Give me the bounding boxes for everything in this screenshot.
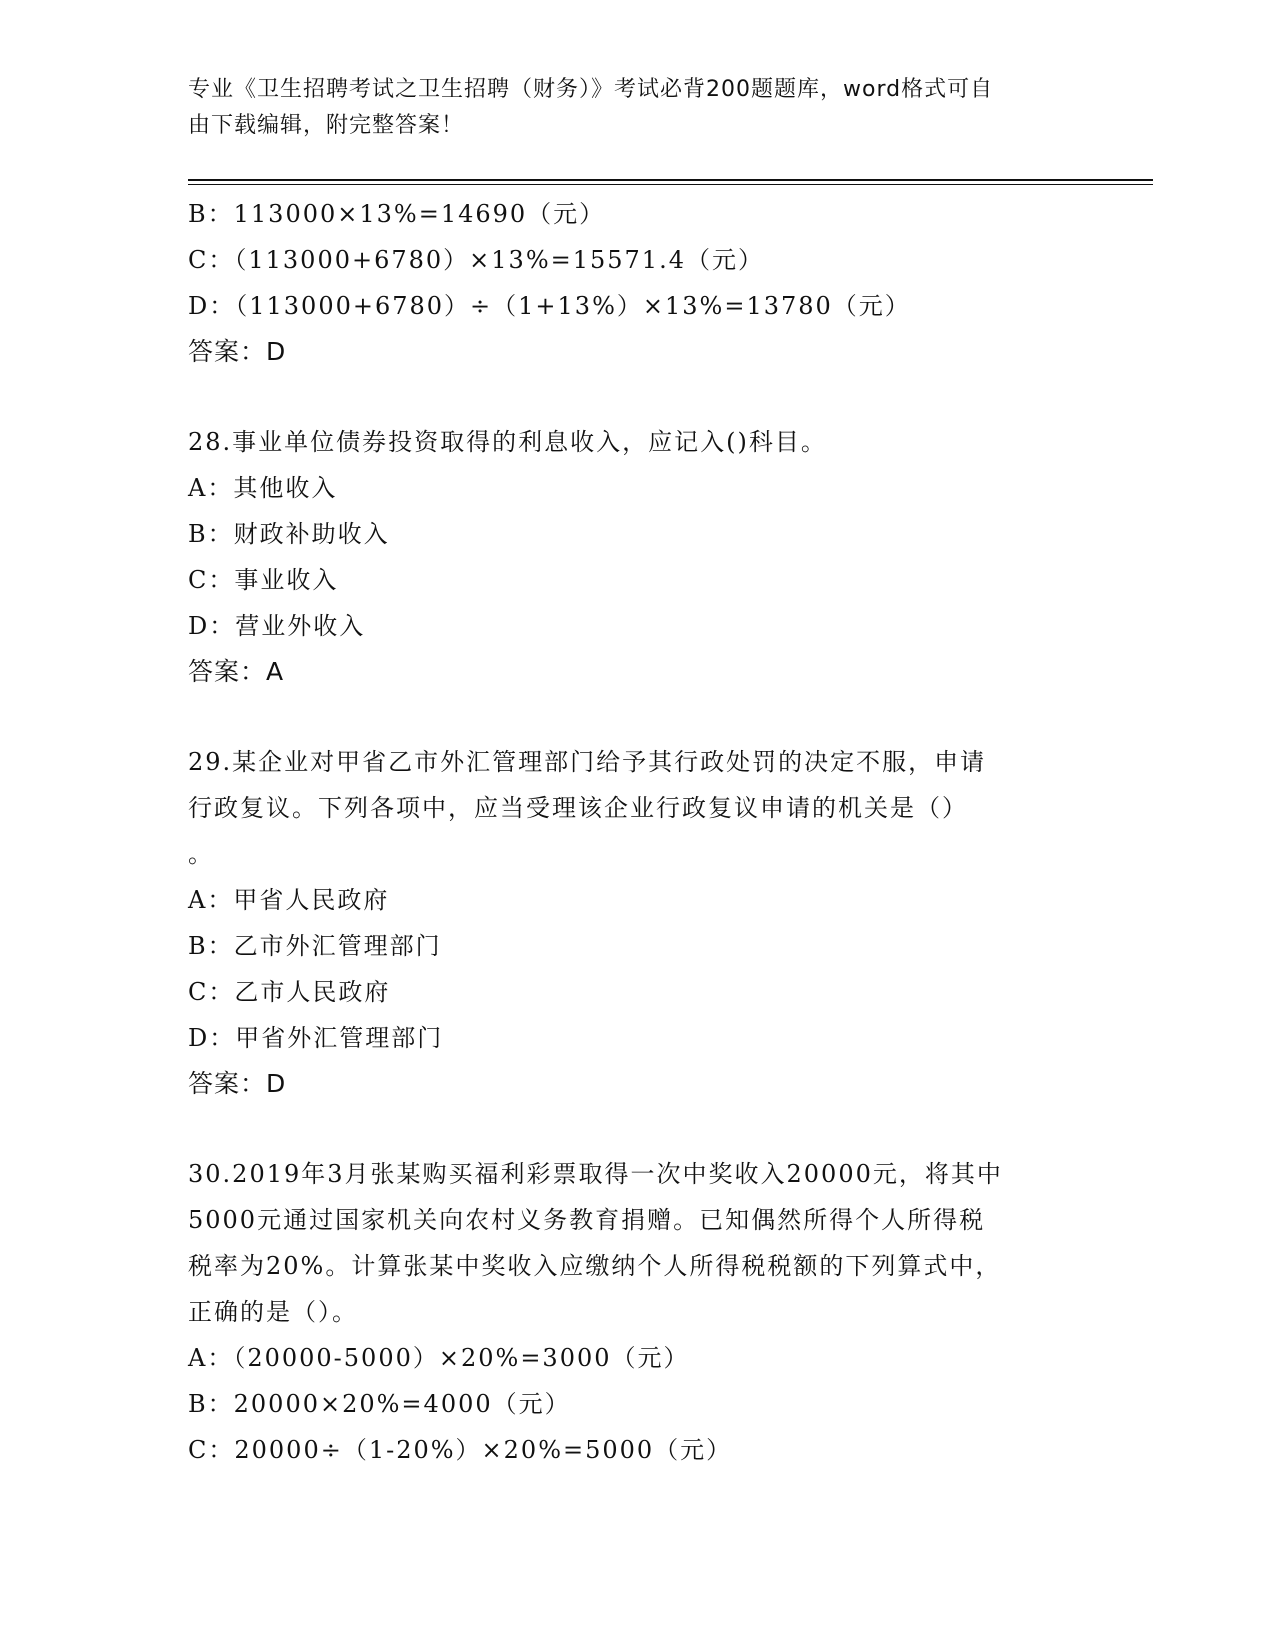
page-header (188, 72, 1088, 144)
answer: 答案：D (188, 1069, 287, 1098)
option-d: D：（113000+6780）÷（1+13%）×13%=13780（元） (188, 292, 911, 320)
document-body (188, 191, 1128, 1473)
spacer (188, 1107, 1128, 1151)
option-b: B：财政补助收入 (188, 520, 390, 548)
option-c: C：20000÷（1-20%）×20%=5000（元） (188, 1436, 733, 1464)
option-c: C：事业收入 (188, 566, 339, 594)
question-stem-line-3: 。 (188, 840, 214, 868)
question-stem-line-2: 行政复议。下列各项中，应当受理该企业行政复议申请的机关是（） (188, 794, 968, 822)
question-stem-line-2: 5000元通过国家机关向农村义务教育捐赠。已知偶然所得个人所得税 (188, 1206, 986, 1234)
answer: 答案：D (188, 337, 287, 366)
question-30 (188, 1151, 1128, 1473)
question-27-tail (188, 191, 1128, 375)
option-a: A：甲省人民政府 (188, 886, 390, 914)
option-c: C：乙市人民政府 (188, 978, 391, 1006)
spacer (188, 375, 1128, 419)
option-c: C：（113000+6780）×13%=15571.4（元） (188, 246, 764, 274)
option-d: D：营业外收入 (188, 612, 366, 640)
question-stem: 28.事业单位债券投资取得的利息收入，应记入()科目。 (188, 428, 827, 456)
header-title-line-2: 由下载编辑，附完整答案！ (188, 113, 465, 138)
question-29 (188, 739, 1128, 1107)
option-d: D：甲省外汇管理部门 (188, 1024, 444, 1052)
question-stem-line-1: 29.某企业对甲省乙市外汇管理部门给予其行政处罚的决定不服，申请 (188, 748, 987, 776)
question-stem-line-1: 30.2019年3月张某购买福利彩票取得一次中奖收入20000元，将其中 (188, 1160, 1003, 1188)
option-a: A：（20000-5000）×20%=3000（元） (188, 1344, 690, 1372)
question-stem-line-4: 正确的是（）。 (188, 1298, 358, 1326)
option-b: B：20000×20%=4000（元） (188, 1390, 571, 1418)
question-stem-line-3: 税率为20%。计算张某中奖收入应缴纳个人所得税税额的下列算式中， (188, 1252, 1002, 1280)
option-b: B：乙市外汇管理部门 (188, 932, 442, 960)
option-a: A：其他收入 (188, 474, 338, 502)
answer: 答案：A (188, 657, 285, 686)
header-title-line-1: 专业《卫生招聘考试之卫生招聘（财务）》考试必背200题题库，word格式可自 (188, 77, 994, 102)
header-divider (188, 179, 1153, 181)
question-28 (188, 419, 1128, 695)
header-divider-thin (188, 184, 1153, 185)
option-b: B：113000×13%=14690（元） (188, 200, 606, 228)
spacer (188, 695, 1128, 739)
